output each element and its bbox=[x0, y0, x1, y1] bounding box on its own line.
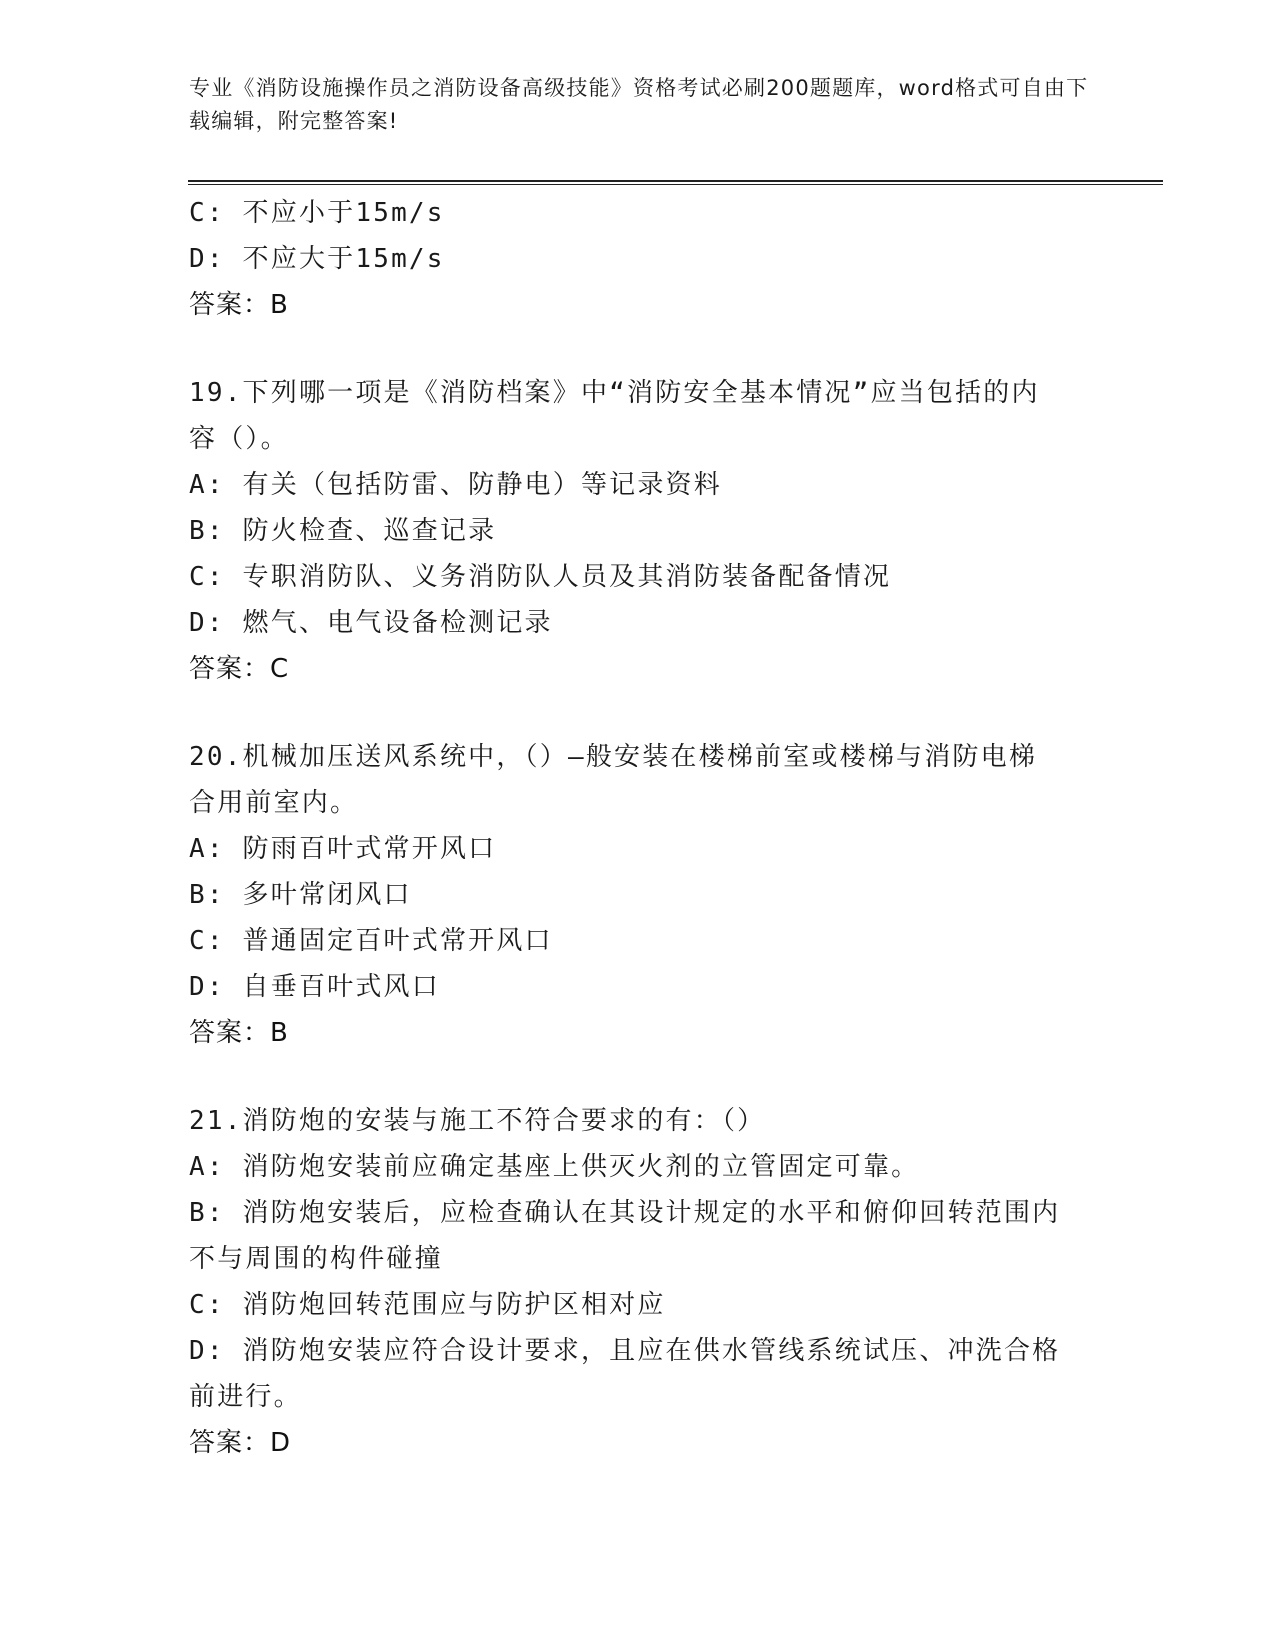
question-stem: 20.机械加压送风系统中，（）—般安装在楼梯前室或楼梯与消防电梯 bbox=[189, 742, 1038, 772]
question-20 bbox=[189, 734, 1089, 1056]
answer-line: 答案：B bbox=[189, 290, 289, 320]
option-b: B: 消防炮安装后，应检查确认在其设计规定的水平和俯仰回转范围内 bbox=[189, 1198, 1061, 1228]
question-stem-continued: 容（）。 bbox=[189, 424, 289, 454]
header-divider bbox=[188, 180, 1163, 185]
answer-line: 答案：D bbox=[189, 1428, 292, 1458]
question-content bbox=[189, 190, 1089, 1466]
option-a: A: 有关（包括防雷、防静电）等记录资料 bbox=[189, 470, 722, 500]
option-d-continued: 前进行。 bbox=[189, 1382, 302, 1412]
option-b: B: 防火检查、巡查记录 bbox=[189, 516, 497, 546]
question-stem-continued: 合用前室内。 bbox=[189, 788, 359, 818]
spacer bbox=[189, 692, 1089, 734]
spacer bbox=[189, 1056, 1089, 1098]
question-21 bbox=[189, 1098, 1089, 1466]
option-a: A: 消防炮安装前应确定基座上供灭火剂的立管固定可靠。 bbox=[189, 1152, 920, 1182]
option-c: C: 普通固定百叶式常开风口 bbox=[189, 926, 553, 956]
option-b: B: 多叶常闭风口 bbox=[189, 880, 412, 910]
option-b-continued: 不与周围的构件碰撞 bbox=[189, 1244, 443, 1274]
option-a: A: 防雨百叶式常开风口 bbox=[189, 834, 497, 864]
answer-line: 答案：C bbox=[189, 654, 290, 684]
question-19 bbox=[189, 370, 1089, 692]
document-header: 专业《消防设施操作员之消防设备高级技能》资格考试必刷200题题库，word格式可自由下载编辑，附完整答案! bbox=[189, 76, 1089, 133]
option-d: D: 消防炮安装应符合设计要求，且应在供水管线系统试压、冲洗合格 bbox=[189, 1336, 1061, 1366]
option-d: D: 不应大于15m/s bbox=[189, 244, 445, 274]
option-c: C: 消防炮回转范围应与防护区相对应 bbox=[189, 1290, 666, 1320]
option-d: D: 自垂百叶式风口 bbox=[189, 972, 440, 1002]
previous-question-tail bbox=[189, 190, 1089, 328]
option-c: C: 专职消防队、义务消防队人员及其消防装备配备情况 bbox=[189, 562, 892, 592]
spacer bbox=[189, 328, 1089, 370]
question-stem: 19.下列哪一项是《消防档案》中“消防安全基本情况”应当包括的内 bbox=[189, 378, 1040, 408]
option-d: D: 燃气、电气设备检测记录 bbox=[189, 608, 553, 638]
option-c: C: 不应小于15m/s bbox=[189, 198, 445, 228]
answer-line: 答案：B bbox=[189, 1018, 289, 1048]
question-stem: 21.消防炮的安装与施工不符合要求的有：（） bbox=[189, 1106, 766, 1136]
